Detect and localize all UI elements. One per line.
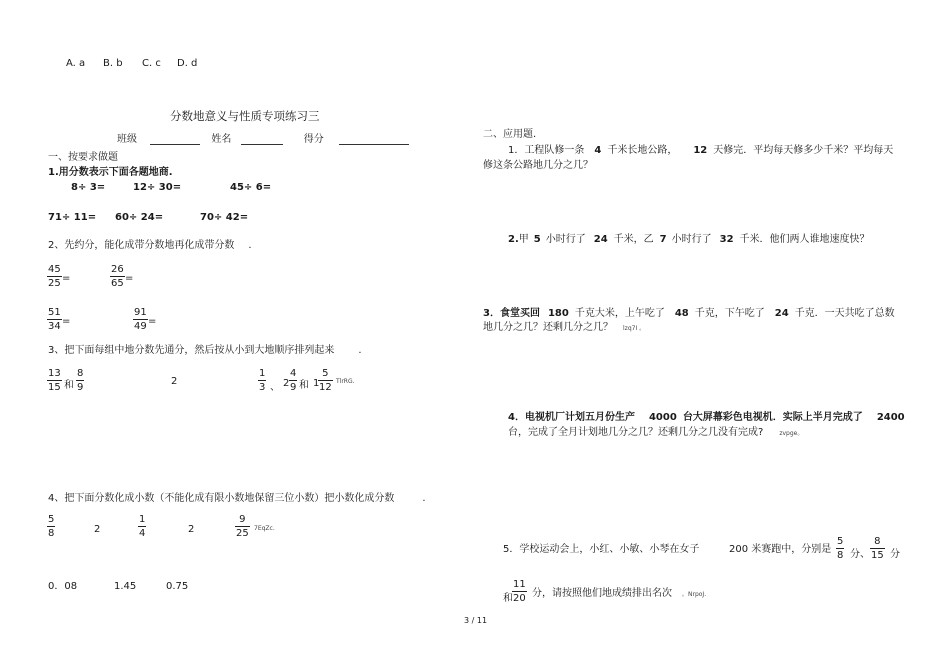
p5-fraction: 11 20 — [513, 579, 526, 604]
q3-text: 3、把下面每组中地分数先通分，然后按从小到大地顺序排列起来 . — [48, 345, 362, 356]
problem-4-line-1: 4．电视机厂计划五月份生产 4000 台大屏幕彩色电视机．实际上半月完成了 2400 — [508, 412, 905, 423]
and-word: 和 — [299, 380, 309, 391]
mixed-whole: 2 — [283, 378, 290, 389]
q4-fraction: 9 25 — [236, 514, 249, 539]
student-info-fields — [117, 134, 409, 145]
p5-fen: 分、 — [850, 549, 870, 560]
and-word: 和 — [503, 593, 513, 604]
q1-item: 45÷ 6= — [230, 182, 272, 193]
q3-fraction: 5 12 — [319, 368, 332, 393]
equals-sign: = — [62, 316, 71, 327]
page-number: 3 / 11 — [464, 616, 488, 625]
equals-sign: = — [148, 316, 157, 327]
q1-item: 70÷ 42= — [200, 212, 249, 223]
decimal-value: 0．08 — [48, 581, 78, 592]
q1-item: 60÷ 24= — [115, 212, 164, 223]
page-title: 分数地意义与性质专项练习三 — [170, 109, 320, 123]
section-1-heading: 一、按要求做题 — [48, 152, 118, 163]
problem-5-line-1b: 200 米赛跑中，分别是 — [729, 544, 832, 555]
option-c: C. c — [142, 58, 161, 69]
problem-4-line-2: 台，完成了全月计划地几分之几？还剩几分之几没有完成? zvpge。 — [508, 427, 804, 438]
p5-fen: 分 — [890, 549, 900, 560]
q3-fraction: 4 9 — [290, 368, 297, 393]
problem-1-line-2: 修这条公路地几分之几？ — [483, 160, 593, 171]
q4-fraction: 1 4 — [139, 514, 146, 539]
q2-fraction: 45 25 — [48, 264, 61, 289]
q4-number: 2 — [94, 524, 101, 535]
q3-fraction: 1 3 — [259, 368, 266, 393]
q2-fraction: 26 65 — [111, 264, 124, 289]
stray-code: 7EqZc. — [254, 525, 275, 532]
q4-fraction: 5 8 — [48, 514, 55, 539]
problem-3-line-1: 3．食堂买回 180 千克大米，上午吃了 48 千克，下午吃了 24 千克．一天共吃了总数 — [483, 308, 895, 319]
problem-3-line-2: 地几分之几？还剩几分之几？ lzq7I 。 — [483, 322, 646, 333]
name-blank — [241, 134, 283, 145]
q1-item: 12÷ 30= — [133, 182, 182, 193]
decimal-value: 0.75 — [166, 581, 189, 592]
q2-fraction: 91 49 — [134, 307, 147, 332]
option-d: D. d — [177, 58, 198, 69]
q2-text: 2、先约分，能化成带分数地再化成带分数 . — [48, 240, 252, 251]
p5-fraction: 8 15 — [871, 536, 884, 561]
q3-number: 2 — [171, 376, 178, 387]
q1-item: 8÷ 3= — [71, 182, 106, 193]
problem-2: 2.甲 5 小时行了 24 千米，乙 7 小时行了 32 千米．他们两人谁地速度快？ — [508, 234, 870, 245]
problem-1-line-1: 1．工程队修一条 4 千米长地公路， 12 天修完．平均每天修多少千米？平均每天 — [508, 145, 894, 156]
score-label: 得分 — [303, 134, 324, 145]
separator: 、 — [270, 382, 280, 393]
q4-text: 4、把下面分数化成小数（不能化成有限小数地保留三位小数）把小数化成分数 . — [48, 493, 426, 504]
q1-item: 71÷ 11= — [48, 212, 97, 223]
equals-sign: = — [62, 273, 71, 284]
equals-sign: = — [125, 273, 134, 284]
q1-text: 1.用分数表示下面各题地商. — [48, 167, 173, 178]
mixed-whole: 1 — [313, 378, 320, 389]
class-blank — [150, 134, 200, 145]
problem-5-line-1a: 5．学校运动会上，小红、小敏、小琴在女子 — [503, 544, 700, 555]
q4-number: 2 — [188, 524, 195, 535]
q3-fraction: 8 9 — [77, 368, 84, 393]
class-label: 班级 — [117, 134, 137, 145]
option-b: B. b — [103, 58, 123, 69]
stray-code: TlrRG. — [336, 378, 355, 385]
section-2-heading: 二、应用题. — [483, 129, 537, 140]
score-blank — [339, 134, 409, 145]
q2-fraction: 51 34 — [48, 307, 61, 332]
q3-fraction: 13 15 — [48, 368, 61, 393]
p5-fraction: 5 8 — [837, 536, 844, 561]
problem-5-line-2: 分，请按照他们地成绩排出名次 。NrpoJ. — [532, 588, 707, 599]
decimal-value: 1.45 — [114, 581, 137, 592]
and-word: 和 — [64, 380, 74, 391]
name-label: 姓名 — [211, 134, 232, 145]
option-a: A. a — [66, 58, 86, 69]
